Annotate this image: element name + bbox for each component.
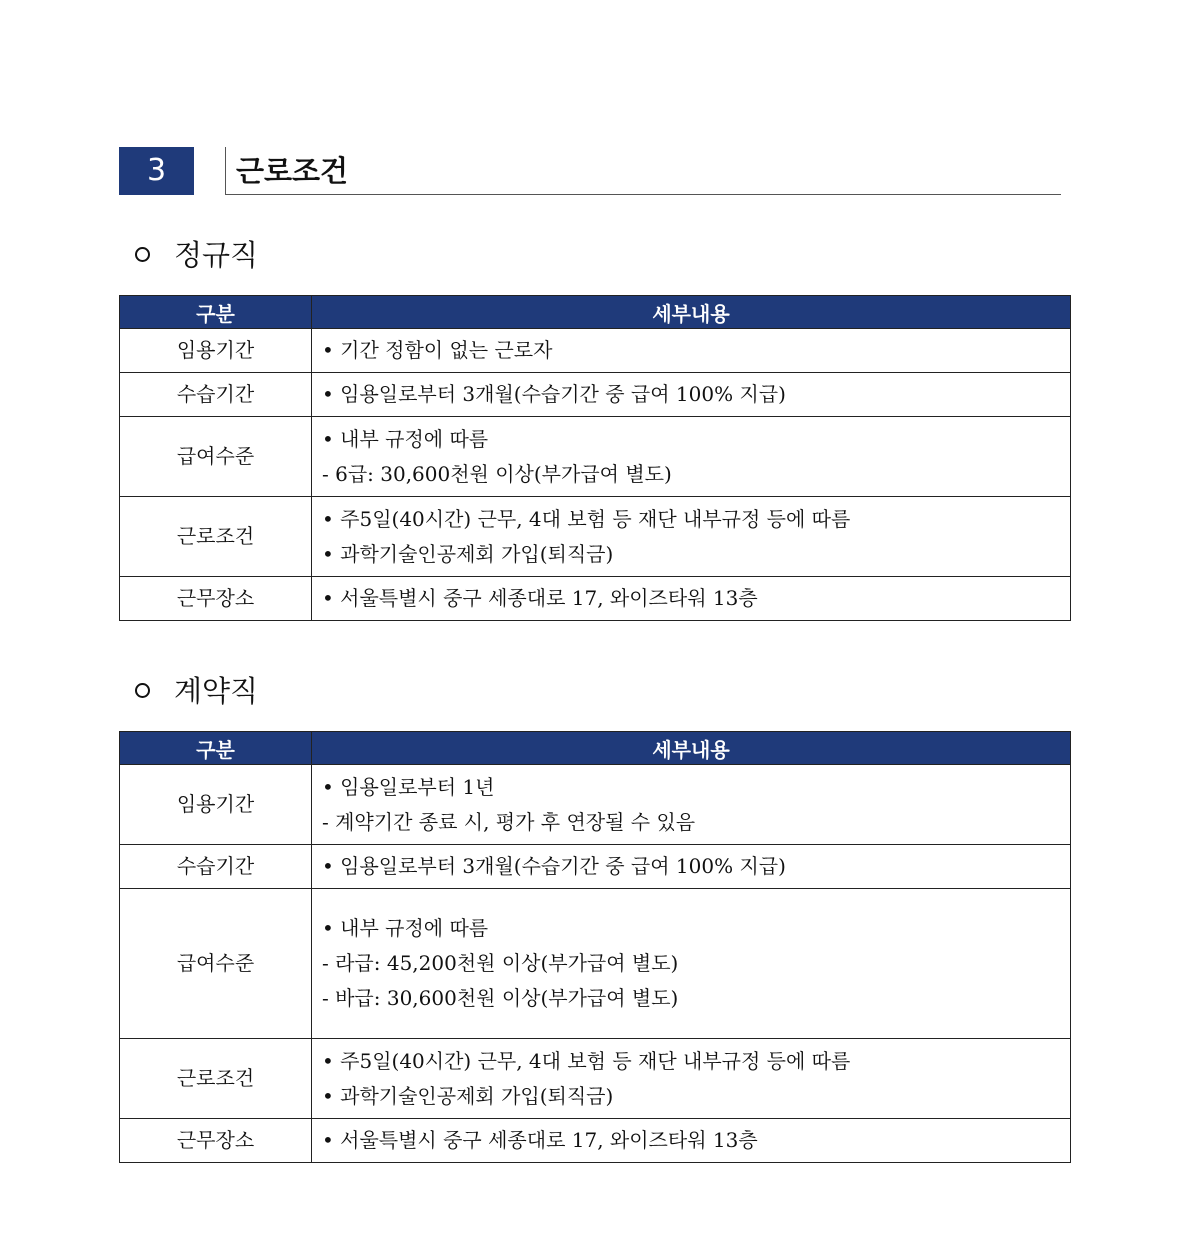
table-row <box>120 889 1071 1039</box>
row-label: 급여수준 <box>120 417 312 497</box>
circle-bullet-icon <box>135 683 150 698</box>
row-label: 근무장소 <box>120 577 312 621</box>
row-line: • 주5일(40시간) 근무, 4대 보험 등 재단 내부규정 등에 따름 <box>322 506 851 531</box>
row-content <box>312 329 1071 373</box>
row-content <box>312 1039 1071 1119</box>
contract-heading <box>135 671 258 711</box>
row-label: 근로조건 <box>120 497 312 577</box>
contract-terms-table <box>119 731 1071 1163</box>
circle-bullet-icon <box>135 247 150 262</box>
row-label: 임용기간 <box>120 765 312 845</box>
row-label: 급여수준 <box>120 889 312 1039</box>
row-content <box>312 373 1071 417</box>
row-content <box>312 1119 1071 1163</box>
regular-heading <box>135 235 258 275</box>
row-line: • 서울특별시 중구 세종대로 17, 와이즈타워 13층 <box>322 586 758 610</box>
row-content <box>312 765 1071 845</box>
row-line: • 임용일로부터 3개월(수습기간 중 급여 100% 지급) <box>322 382 786 406</box>
row-line: • 주5일(40시간) 근무, 4대 보험 등 재단 내부규정 등에 따름 <box>322 1048 851 1073</box>
table-row <box>120 765 1071 845</box>
table-header-row <box>120 732 1071 765</box>
row-line: • 과학기술인공제회 가입(퇴직금) <box>322 1083 614 1108</box>
row-content <box>312 497 1071 577</box>
row-label: 임용기간 <box>120 329 312 373</box>
row-label: 근무장소 <box>120 1119 312 1163</box>
table-row <box>120 577 1071 621</box>
table-header-row <box>120 296 1071 329</box>
row-line: • 기간 정함이 없는 근로자 <box>322 338 553 362</box>
row-label: 근로조건 <box>120 1039 312 1119</box>
row-line: - 계약기간 종료 시, 평가 후 연장될 수 있음 <box>322 809 696 834</box>
row-line: • 임용일로부터 1년 <box>322 774 495 799</box>
section-title-bar <box>225 147 1061 195</box>
row-content <box>312 577 1071 621</box>
section-title: 근로조건 <box>236 154 349 188</box>
header-details: 세부내용 <box>312 296 1071 329</box>
row-line: • 서울특별시 중구 세종대로 17, 와이즈타워 13층 <box>322 1128 758 1152</box>
table-row <box>120 845 1071 889</box>
regular-heading-text: 정규직 <box>174 238 259 272</box>
contract-heading-text: 계약직 <box>174 674 259 708</box>
regular-terms-table <box>119 295 1071 621</box>
table-row <box>120 417 1071 497</box>
table-row <box>120 1039 1071 1119</box>
row-line: • 과학기술인공제회 가입(퇴직금) <box>322 541 614 566</box>
row-label: 수습기간 <box>120 845 312 889</box>
row-label: 수습기간 <box>120 373 312 417</box>
header-category: 구분 <box>120 732 312 765</box>
row-line: - 바급: 30,600천원 이상(부가급여 별도) <box>322 986 679 1010</box>
section-number: 3 <box>119 147 194 195</box>
row-line: • 내부 규정에 따름 <box>322 916 489 940</box>
row-content <box>312 417 1071 497</box>
row-line: - 6급: 30,600천원 이상(부가급여 별도) <box>322 461 672 486</box>
row-line: - 라급: 45,200천원 이상(부가급여 별도) <box>322 951 679 975</box>
table-row <box>120 373 1071 417</box>
row-line: • 내부 규정에 따름 <box>322 426 489 451</box>
table-row <box>120 497 1071 577</box>
header-category: 구분 <box>120 296 312 329</box>
row-line: • 임용일로부터 3개월(수습기간 중 급여 100% 지급) <box>322 854 786 878</box>
table-row <box>120 1119 1071 1163</box>
header-details: 세부내용 <box>312 732 1071 765</box>
table-row <box>120 329 1071 373</box>
row-content <box>312 889 1071 1039</box>
row-content <box>312 845 1071 889</box>
